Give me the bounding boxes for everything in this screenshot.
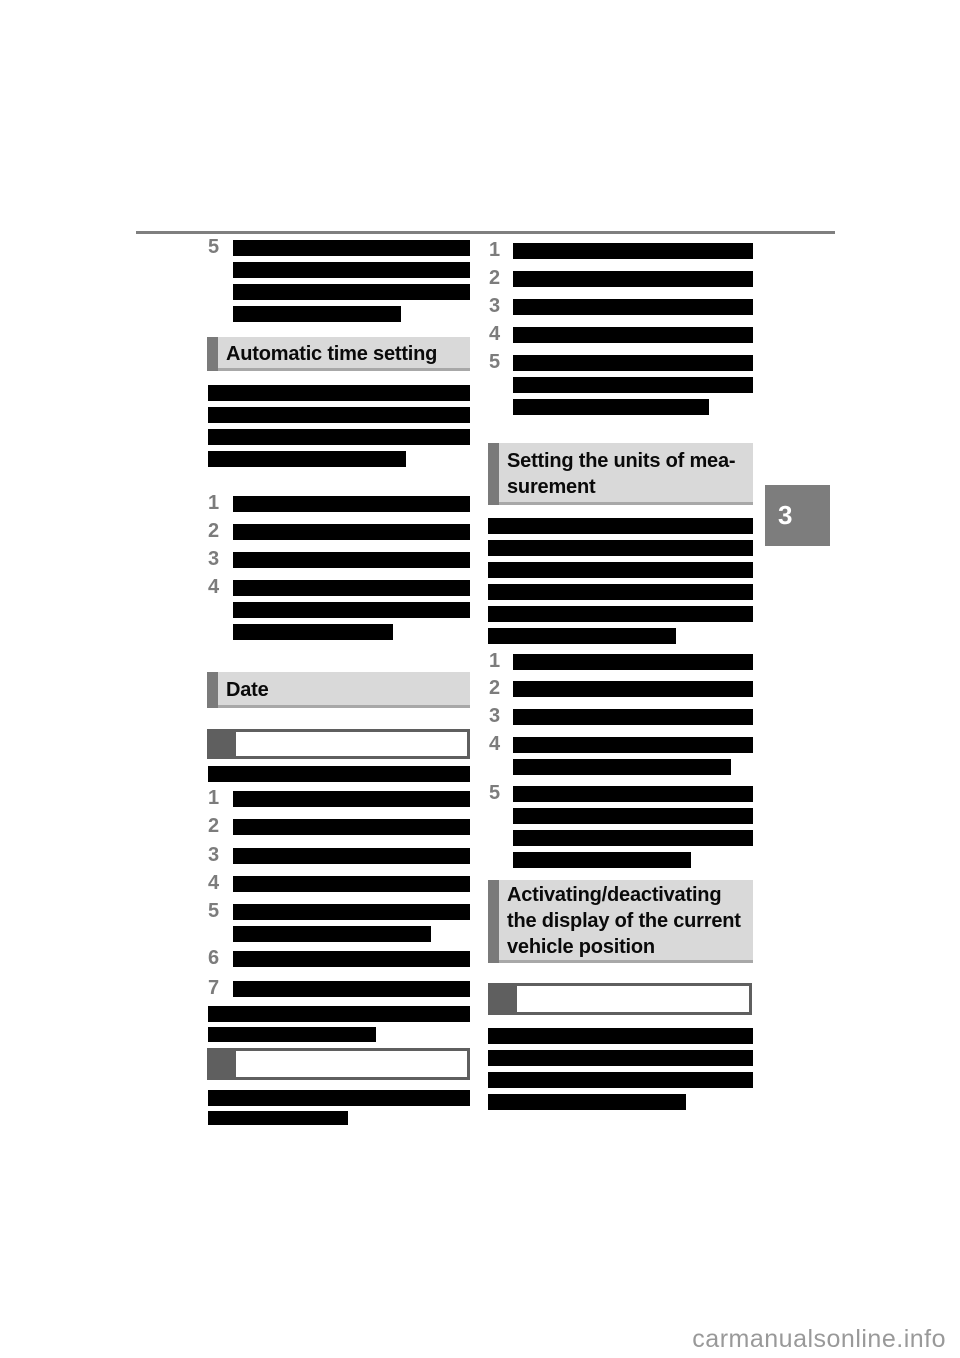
redacted-text-line	[208, 1090, 470, 1106]
redacted-text-line	[208, 1006, 470, 1022]
heading-automatic-time-setting	[207, 337, 470, 371]
redacted-text-line	[233, 876, 470, 892]
heading-accent-bar	[207, 337, 218, 371]
redacted-text-line	[513, 808, 753, 824]
redacted-text-line	[513, 327, 753, 343]
redacted-text-line	[233, 602, 470, 618]
subheading-box	[488, 983, 752, 1015]
subheading-square	[488, 983, 514, 1015]
redacted-text-line	[233, 284, 470, 300]
subheading-box	[207, 1048, 470, 1080]
step-number: 1	[208, 787, 220, 809]
redacted-text-line	[233, 240, 470, 256]
redacted-text-line	[233, 496, 470, 512]
subheading-frame	[233, 729, 470, 759]
redacted-text-line	[233, 624, 393, 640]
redacted-text-line	[208, 1027, 376, 1042]
step-number: 5	[489, 351, 501, 373]
redacted-text-line	[488, 584, 753, 600]
redacted-text-line	[513, 709, 753, 725]
step-number: 6	[208, 947, 220, 969]
heading-units-of-measurement	[488, 443, 753, 505]
redacted-text-line	[513, 377, 753, 393]
step-number: 2	[489, 677, 501, 699]
subheading-box	[207, 729, 470, 759]
redacted-text-line	[488, 562, 753, 578]
redacted-text-line	[233, 552, 470, 568]
redacted-text-line	[513, 243, 753, 259]
redacted-text-line	[233, 848, 470, 864]
redacted-text-line	[488, 540, 753, 556]
heading-text: surement	[507, 475, 596, 498]
step-number: 5	[489, 782, 501, 804]
step-number: 3	[489, 295, 501, 317]
redacted-text-line	[233, 904, 470, 920]
heading-text: the display of the current	[507, 910, 741, 932]
heading-text: Date	[226, 678, 269, 701]
step-number: 4	[489, 323, 501, 345]
step-number: 7	[208, 977, 220, 999]
redacted-text-line	[233, 819, 470, 835]
redacted-text-line	[513, 852, 691, 868]
redacted-text-line	[233, 262, 470, 278]
heading-accent-bar	[207, 672, 218, 708]
redacted-text-line	[488, 1028, 753, 1044]
redacted-text-line	[488, 1094, 686, 1110]
step-number: 4	[489, 733, 501, 755]
step-number: 1	[208, 492, 220, 514]
subheading-square	[207, 1048, 233, 1080]
heading-activating-vehicle-position	[488, 880, 753, 963]
step-number: 5	[208, 900, 220, 922]
heading-accent-bar	[488, 443, 499, 505]
redacted-text-line	[513, 830, 753, 846]
heading-text: vehicle position	[507, 936, 655, 958]
redacted-text-line	[208, 407, 470, 423]
subheading-frame	[233, 1048, 470, 1080]
step-number: 2	[208, 815, 220, 837]
redacted-text-line	[513, 737, 753, 753]
redacted-text-line	[513, 681, 753, 697]
redacted-text-line	[513, 786, 753, 802]
redacted-text-line	[513, 271, 753, 287]
step-number: 1	[489, 239, 501, 261]
redacted-text-line	[233, 580, 470, 596]
redacted-text-line	[488, 1072, 753, 1088]
redacted-text-line	[513, 759, 731, 775]
redacted-text-line	[488, 518, 753, 534]
step-number: 1	[489, 650, 501, 672]
redacted-text-line	[233, 926, 431, 942]
step-number: 3	[208, 548, 220, 570]
redacted-text-line	[208, 385, 470, 401]
step-number: 3	[208, 844, 220, 866]
step-number: 4	[208, 576, 220, 598]
redacted-text-line	[208, 766, 470, 782]
heading-text: Automatic time setting	[226, 342, 438, 365]
chapter-tab	[765, 485, 830, 546]
redacted-text-line	[233, 981, 470, 997]
chapter-number: 3	[778, 500, 793, 530]
step-number: 3	[489, 705, 501, 727]
redacted-text-line	[488, 628, 676, 644]
redacted-text-line	[208, 451, 406, 467]
redacted-text-line	[488, 606, 753, 622]
step-number: 4	[208, 872, 220, 894]
redacted-text-line	[208, 1111, 348, 1125]
redacted-text-line	[513, 299, 753, 315]
redacted-text-line	[488, 1050, 753, 1066]
step-number: 5	[208, 236, 220, 258]
redacted-text-line	[513, 654, 753, 670]
redacted-text-line	[513, 355, 753, 371]
subheading-square	[207, 729, 233, 759]
redacted-text-line	[233, 951, 470, 967]
heading-date	[207, 672, 470, 708]
step-number: 2	[489, 267, 501, 289]
heading-accent-bar	[488, 880, 499, 963]
header-rule	[136, 231, 835, 234]
heading-text: Activating/deactivating	[507, 884, 722, 906]
redacted-text-line	[233, 524, 470, 540]
subheading-frame	[514, 983, 752, 1015]
watermark: carmanualsonline.info	[692, 1325, 946, 1353]
redacted-text-line	[513, 399, 709, 415]
redacted-text-line	[208, 429, 470, 445]
heading-text: Setting the units of mea-	[507, 449, 736, 472]
redacted-text-line	[233, 791, 470, 807]
step-number: 2	[208, 520, 220, 542]
redacted-text-line	[233, 306, 401, 322]
